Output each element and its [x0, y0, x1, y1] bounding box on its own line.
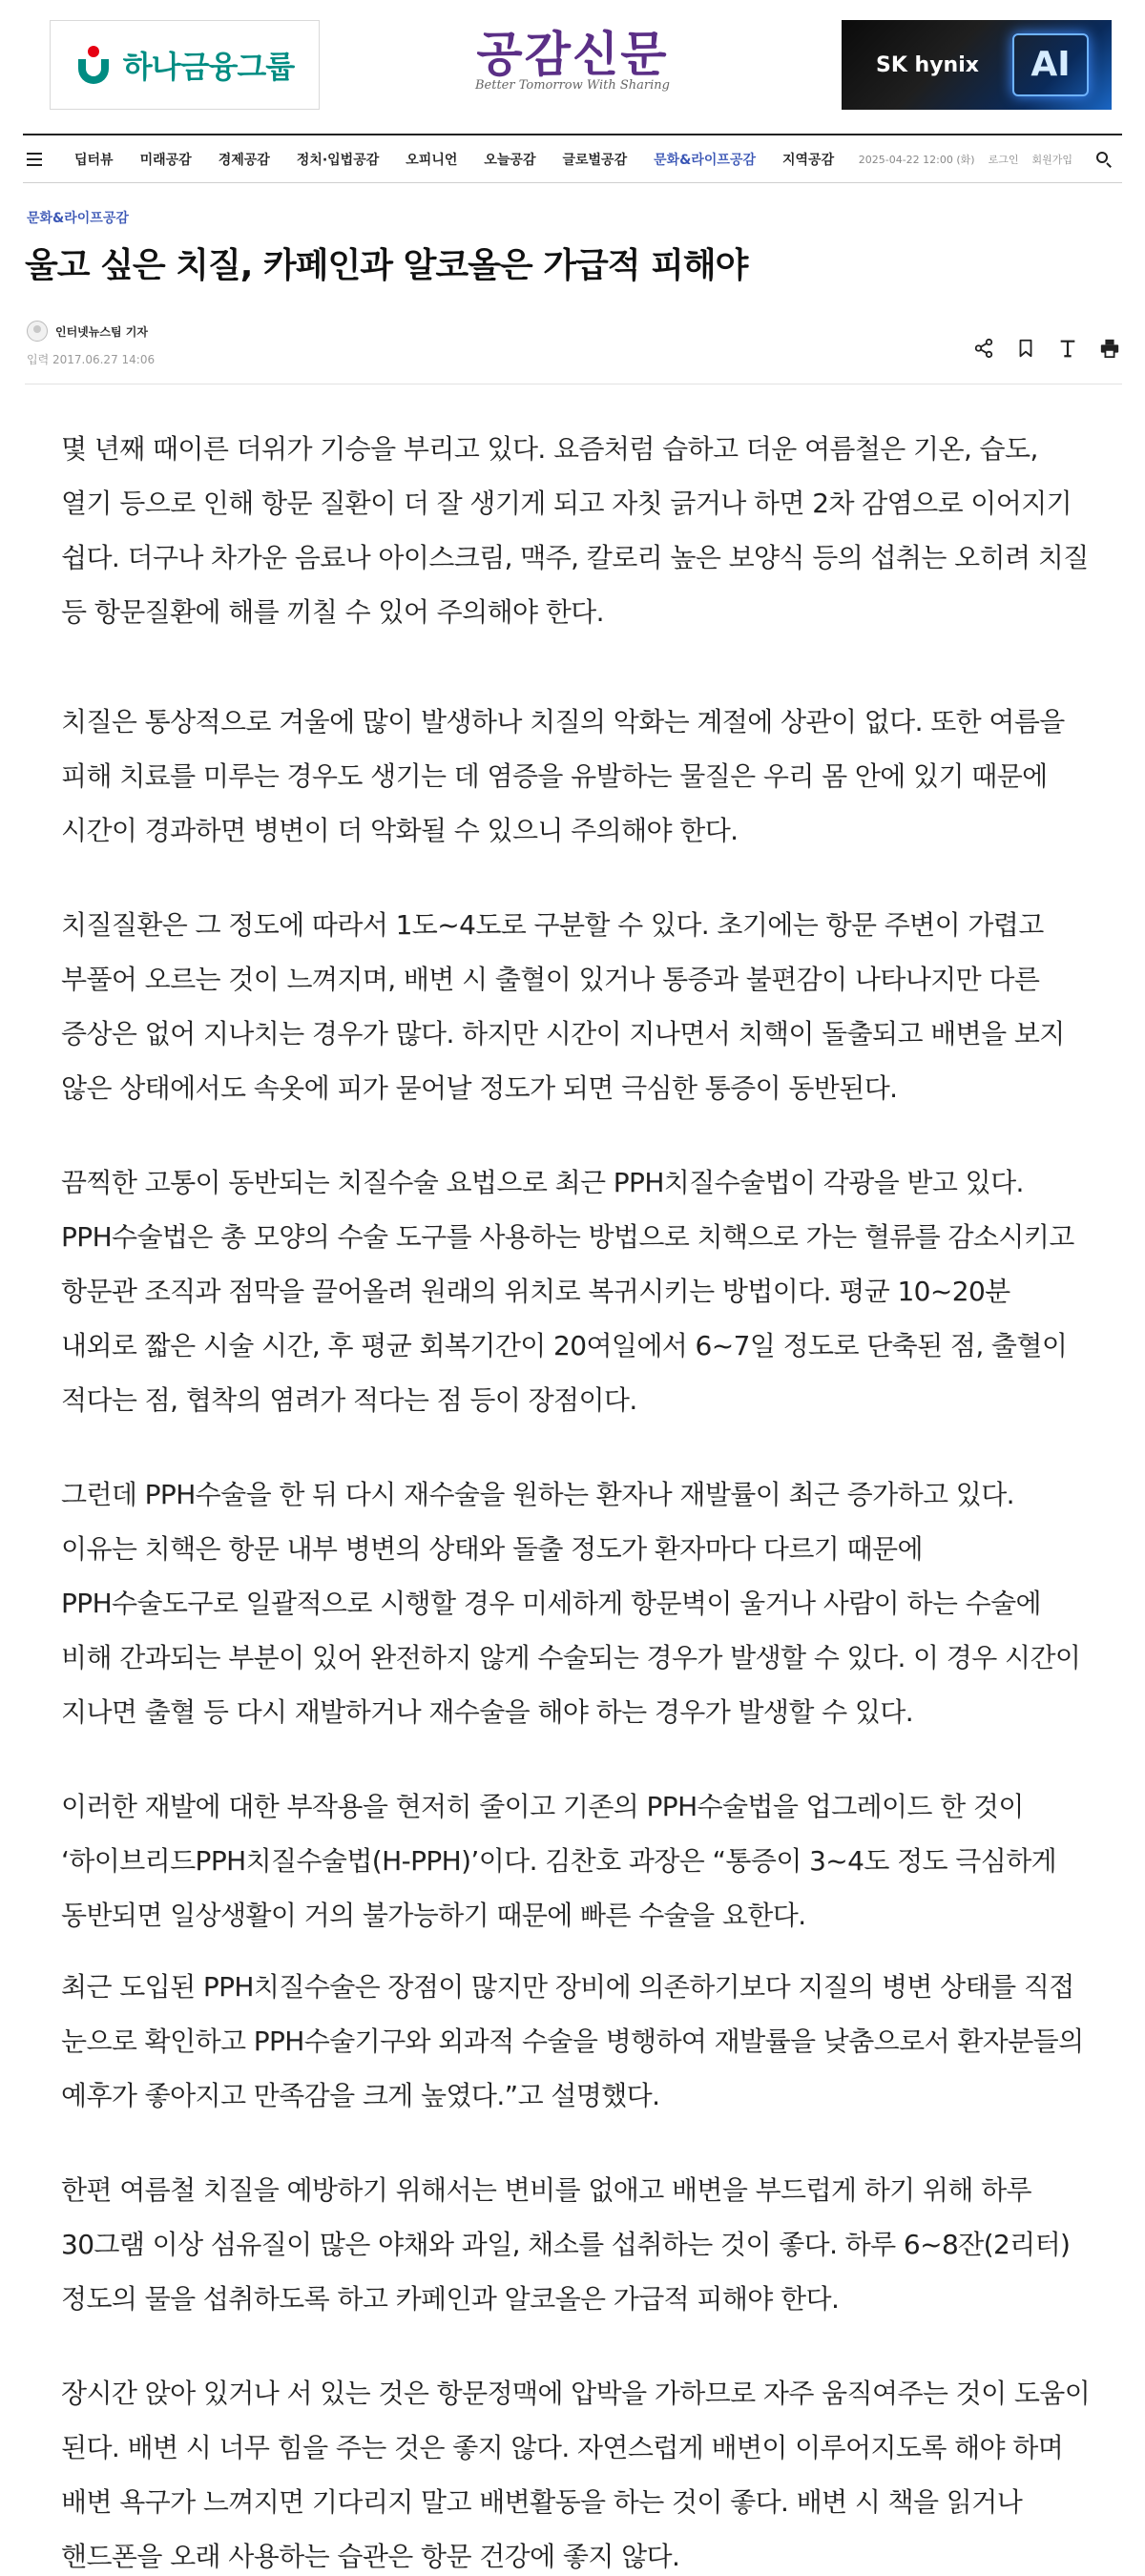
signup-link[interactable]: 회원가입 [1031, 154, 1072, 166]
article-paragraph: 치질질환은 그 정도에 따라서 1도~4도로 구분할 수 있다. 초기에는 항문 주변이 가렵고 부풀어 오르는 것이 느껴지며, 배변 시 출혈이 있거나 통증과 불편감이 나타나지만 다른 증상은 없어 지나치는 경우가 많다. 하지만 시간이 지나면서 치핵이 돌출되고 배변을 보지 않은 상태에서도 속옷에 피가 묻어날 정도가 되면 극심한 통증이 동반된다. [61, 909, 1065, 1104]
search-icon[interactable] [1095, 151, 1113, 168]
hana-logo-icon [75, 44, 112, 86]
main-nav [23, 134, 1122, 183]
nav-item[interactable]: 경제공감 [218, 152, 270, 168]
article-paragraph: 최근 도입된 PPH치질수술은 장점이 많지만 장비에 의존하기보다 지질의 병변 상태를 직접 눈으로 확인하고 PPH수술기구와 외과적 수술을 병행하여 재발률을 낮춤으로서 환자분들의 예후가 좋아지고 만족감을 크게 높였다.”고 설명했다. [61, 1971, 1084, 2111]
nav-item[interactable]: 지역공감 [782, 152, 835, 168]
author-avatar [27, 321, 48, 342]
nav-items [74, 150, 861, 169]
article-paragraph: 한편 여름철 치질을 예방하기 위해서는 변비를 없애고 배변을 부드럽게 하기 위해 하루 30그램 이상 섬유질이 많은 야채와 과일, 채소를 섭취하는 것이 좋다. 하루 6~8잔(2리터)정도의 물을 섭취하도록 하고 카페인과 알코올은 가급적 피해야 한다. [61, 2174, 1071, 2315]
ai-badge: AI [1012, 33, 1089, 96]
hana-ad-text: 하나금융그룹 [122, 49, 295, 85]
nav-item[interactable]: 오늘공감 [484, 152, 536, 168]
nav-item[interactable]: 미래공감 [139, 152, 192, 168]
bookmark-icon[interactable] [1015, 338, 1036, 359]
article-category[interactable]: 문화&라이프공감 [27, 211, 129, 226]
nav-item[interactable]: 문화&라이프공감 [654, 152, 756, 168]
nav-item[interactable]: 오피니언 [406, 152, 458, 168]
nav-item[interactable]: 글로벌공감 [562, 152, 628, 168]
site-logo-title: 공감신문 [476, 26, 669, 82]
top-banner [0, 0, 1145, 130]
article-paragraph: 치질은 통상적으로 겨울에 많이 발생하나 치질의 악화는 계절에 상관이 없다. 또한 여름을 피해 치료를 미루는 경우도 생기는 데 염증을 유발하는 물질은 우리 몸 안에 있기 때문에 시간이 경과하면 병변이 더 악화될 수 있으니 주의해야 한다. [61, 706, 1065, 846]
print-icon[interactable] [1099, 338, 1120, 359]
article-paragraph: 끔찍한 고통이 동반되는 치질수술 요법으로 최근 PPH치질수술법이 각광을 받고 있다. PPH수술법은 총 모양의 수술 도구를 사용하는 방법으로 치핵으로 가는 혈류를 감소시키고 항문관 조직과 점막을 끌어올려 원래의 위치로 복귀시키는 방법이다. 평균 10~20분 내외로 짧은 시술 시간, 후 평균 회복기간이 20여일에서 6~7일 정도로 단축된 점, 출혈이 적다는 점, 협착의 염려가 적다는 점 등이 장점이다. [61, 1167, 1074, 1416]
nav-item[interactable]: 정치·입법공감 [296, 152, 380, 168]
font-size-icon[interactable] [1057, 338, 1078, 359]
article-paragraph: 이러한 재발에 대한 부작용을 현저히 줄이고 기존의 PPH수술법을 업그레이드 한 것이 ‘하이브리드PPH치질수술법(H-PPH)’이다. 김찬호 과장은 “통증이 3~4도 정도 극심하게 동반되면 일상생활이 거의 불가능하기 때문에 빠른 수술을 요한다. [61, 1791, 1057, 1931]
article-body [61, 422, 1092, 2576]
sk-hynix-brand: SK hynix [876, 52, 979, 77]
byline [27, 321, 148, 342]
nav-item[interactable]: 딥터뷰 [74, 152, 114, 168]
sk-hynix-ad-banner[interactable] [842, 20, 1112, 110]
article-tools [973, 338, 1120, 359]
site-logo[interactable] [468, 23, 677, 109]
article-paragraph: 그런데 PPH수술을 한 뒤 다시 재수술을 원하는 환자나 재발률이 최근 증가하고 있다. 이유는 치핵은 항문 내부 병변의 상태와 돌출 정도가 환자마다 다르기 때문에 PPH수술도구로 일괄적으로 시행할 경우 미세하게 항문벽이 울거나 사람이 하는 수술에 비해 간과되는 부분이 있어 완전하지 않게 수술되는 경우가 발생할 수 있다. 이 경우 시간이 지나면 출혈 등 다시 재발하거나 재수술을 해야 하는 경우가 발생할 수 있다. [61, 1479, 1081, 1728]
article-paragraph: 장시간 앉아 있거나 서 있는 것은 항문정맥에 압박을 가하므로 자주 움직여주는 것이 도움이 된다. 배변 시 너무 힘을 주는 것은 좋지 않다. 자연스럽게 배변이 이루어지도록 해야 하며 배변 욕구가 느껴지면 기다리지 말고 배변활동을 하는 것이 좋다. 배변 시 책을 읽거나 핸드폰을 오래 사용하는 습관은 항문 건강에 좋지 않다. [61, 2378, 1091, 2572]
nav-utility [859, 135, 1113, 183]
site-logo-tagline: Better Tomorrow With Sharing [474, 78, 670, 93]
publish-date: 입력 2017.06.27 14:06 [27, 353, 156, 366]
login-link[interactable]: 로그인 [988, 154, 1019, 166]
author-name[interactable]: 인터넷뉴스팀 기자 [55, 324, 148, 339]
current-date: 2025-04-22 12:00 (화) [858, 154, 975, 166]
menu-icon[interactable] [27, 153, 44, 166]
hana-ad-banner[interactable] [50, 20, 320, 110]
article-title: 울고 싶은 치질, 카페인과 알코올은 가급적 피해야 [25, 246, 748, 285]
article-paragraph: 몇 년째 때이른 더위가 기승을 부리고 있다. 요즘처럼 습하고 더운 여름철은 기온, 습도, 열기 등으로 인해 항문 질환이 더 잘 생기게 되고 자칫 긁거나 하면 2차 감염으로 이어지기 쉽다. 더구나 차가운 음료나 아이스크림, 맥주, 칼로리 높은 보양식 등의 섭취는 오히려 치질 등 항문질환에 해를 끼칠 수 있어 주의해야 한다. [61, 433, 1089, 628]
share-icon[interactable] [973, 338, 994, 359]
